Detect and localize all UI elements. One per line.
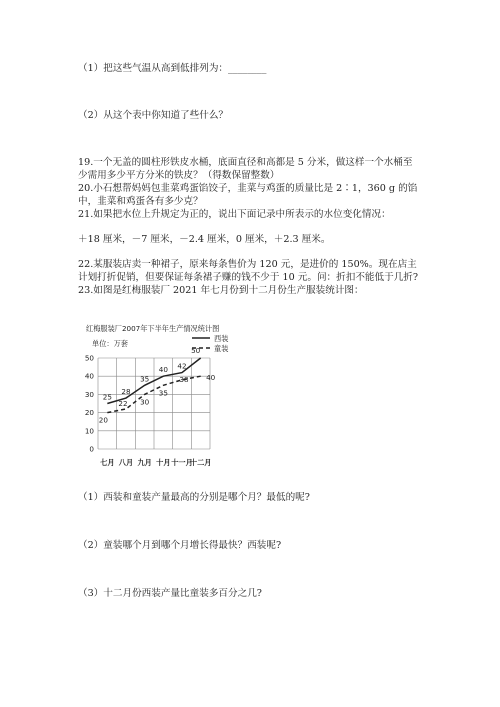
x-tick-label: 十月 [156,458,171,467]
data-label: 25 [102,392,112,402]
question-21-line-2: ＋18 厘米，－7 厘米，－2.4 厘米，0 厘米，＋2.3 厘米。 [78,234,331,245]
y-tick-label: 40 [84,371,94,381]
y-tick-label: 0 [89,444,94,454]
question-22-line-2: 计划打折促销，但要保证每条裙子赚的钱不少于 10 元。问：折扣不能低于几折? [78,272,419,283]
data-label: 38 [179,374,189,384]
question-19-line-2: 少需用多少平方分米的铁皮？（得数保留整数） [78,170,280,181]
data-label: 40 [158,365,168,375]
y-tick-label: 10 [84,426,94,436]
question-23-1: （1）西装和童装产量最高的分别是哪个月？最低的呢? [78,492,310,503]
question-21-line-1: 21.如果把水位上升规定为正的，说出下面记录中所表示的水位变化情况： [78,209,391,220]
data-label: 40 [206,373,216,383]
data-label: 42 [177,361,187,371]
legend-label-suit: 西装 [214,334,229,343]
question-20-line-1: 20.小石想帮妈妈包韭菜鸡蛋馅饺子，韭菜与鸡蛋的质量比是 2∶1，360 g 的馅 [78,183,418,194]
data-label: 35 [158,388,168,398]
legend-label-kidswear: 童装 [214,344,229,353]
data-label: 20 [98,415,108,425]
x-tick-label: 九月 [137,458,152,467]
question-q2: （2）从这个表中你知道了些什么？ [78,110,229,121]
data-label: 22 [118,398,128,408]
question-q1: （1）把这些气温从高到低排列为：________ [78,63,267,74]
x-tick-label: 八月 [118,458,134,467]
x-tick-label: 十一月 [171,458,193,467]
question-23-2: （2）童装哪个月到哪个月增长得最快？西装呢? [78,540,282,551]
y-tick-label: 50 [84,353,94,363]
question-19-line-1: 19.一个无盖的圆柱形铁皮水桶，底面直径和高都是 5 分米，做这样一个水桶至 [78,157,413,168]
question-20-line-2: 中，韭菜和鸡蛋各有多少克？ [78,196,203,207]
chart-title: 红梅服装厂2007年下半年生产情况统计图 [86,324,220,333]
question-22-line-1: 22.某服装店卖一种裙子，原来每条售价为 120 元，是进价的 150%。现在店主 [78,259,417,270]
y-tick-label: 20 [84,408,94,418]
x-tick-label: 七月 [100,458,115,467]
chart-unit-label: 单位：万套 [92,339,128,348]
data-label: 30 [140,397,150,407]
data-label: 50 [191,346,201,355]
y-tick-label: 30 [84,389,94,399]
question-23: 23.如图是红梅服装厂 2021 年七月份到十二月份生产服装统计图： [78,285,364,296]
data-label: 35 [140,374,150,384]
data-label: 28 [121,387,131,397]
question-23-3: （3）十二月份西装产量比童装多百分之几? [78,588,262,599]
x-tick-label: 十二月 [189,458,212,467]
production-line-chart [78,318,258,470]
